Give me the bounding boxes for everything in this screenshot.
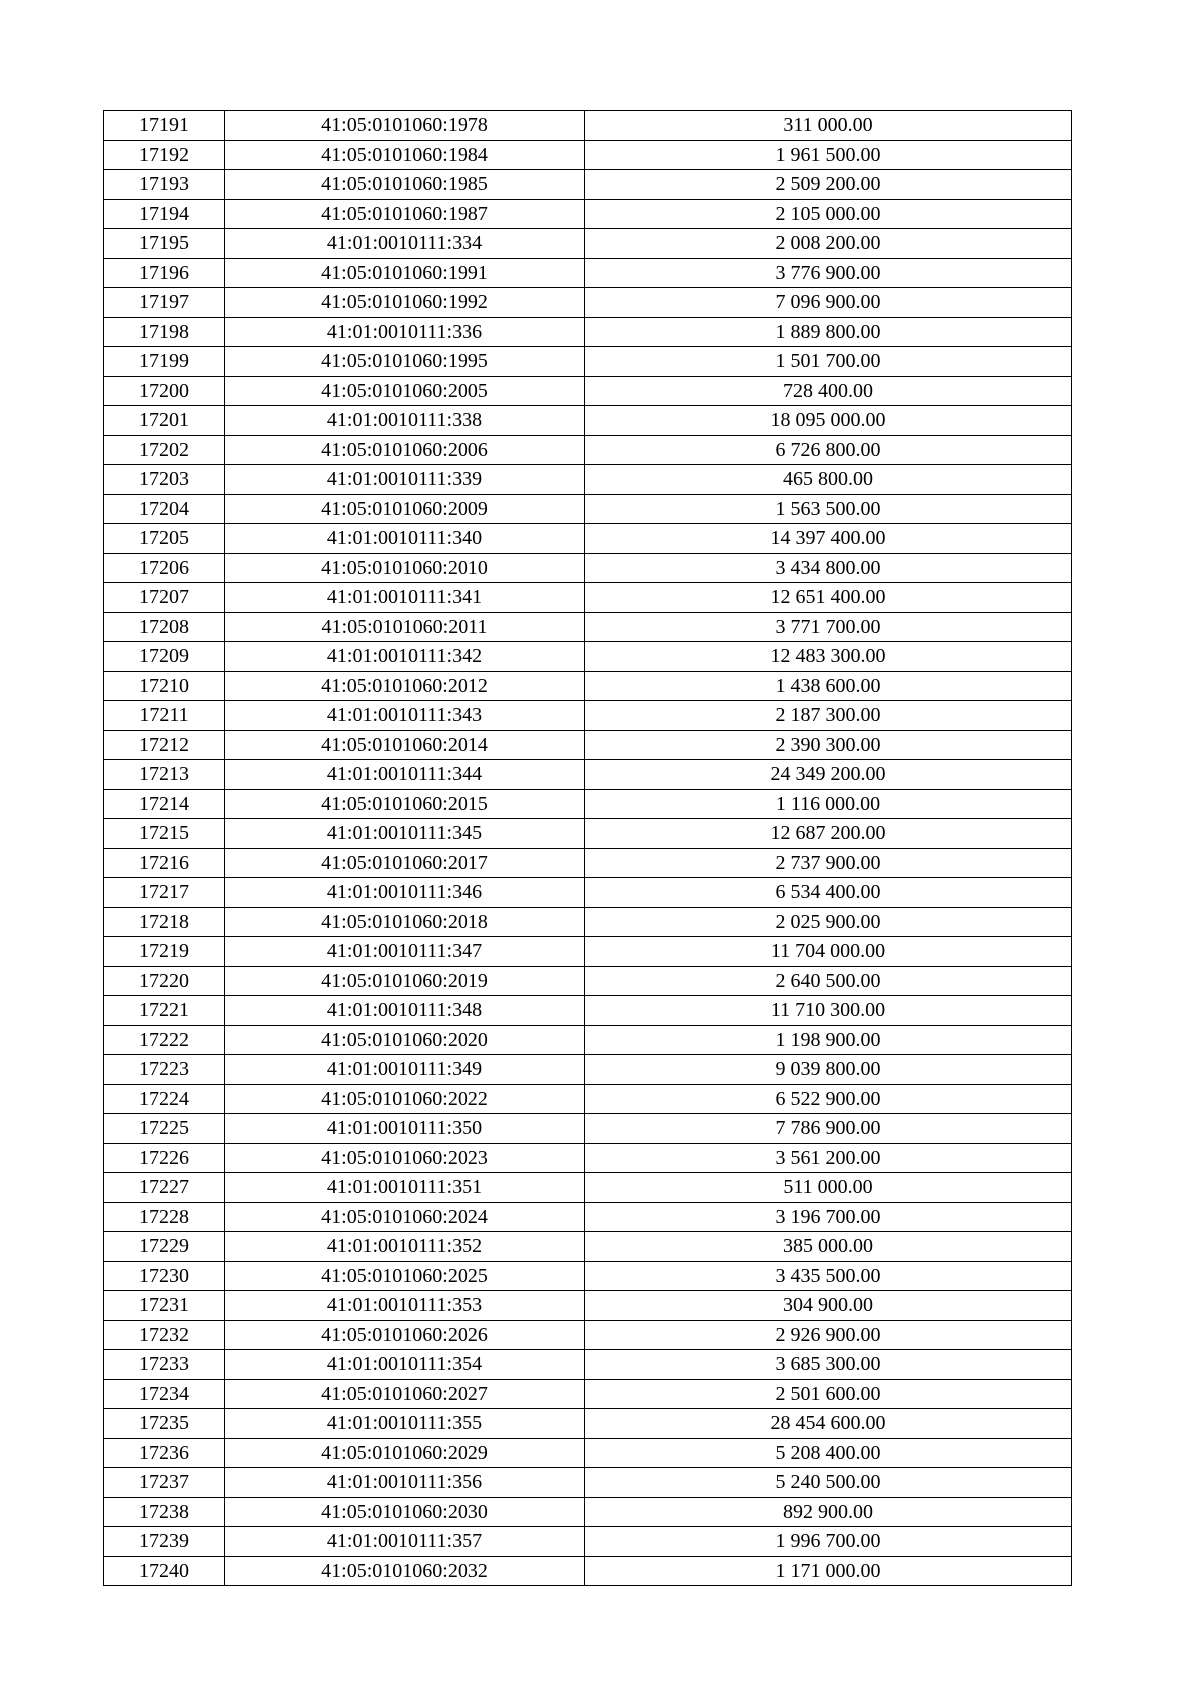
cadastral-number-cell: 41:05:0101060:1984 xyxy=(225,140,585,170)
cadastral-number-cell: 41:01:0010111:344 xyxy=(225,760,585,790)
cadastral-number-cell: 41:05:0101060:2020 xyxy=(225,1025,585,1055)
cadastral-value-cell: 9 039 800.00 xyxy=(585,1055,1072,1085)
row-number-cell: 17214 xyxy=(104,789,225,819)
row-number-cell: 17224 xyxy=(104,1084,225,1114)
table-row xyxy=(104,1320,1072,1350)
cadastral-value-cell: 1 961 500.00 xyxy=(585,140,1072,170)
cadastral-value-cell: 11 704 000.00 xyxy=(585,937,1072,967)
cadastral-value-cell: 5 208 400.00 xyxy=(585,1438,1072,1468)
cadastral-value-cell: 2 509 200.00 xyxy=(585,170,1072,200)
row-number-cell: 17204 xyxy=(104,494,225,524)
cadastral-value-cell: 5 240 500.00 xyxy=(585,1468,1072,1498)
row-number-cell: 17231 xyxy=(104,1291,225,1321)
cadastral-value-cell: 465 800.00 xyxy=(585,465,1072,495)
cadastral-number-cell: 41:05:0101060:1985 xyxy=(225,170,585,200)
cadastral-number-cell: 41:05:0101060:1987 xyxy=(225,199,585,229)
cadastral-number-cell: 41:05:0101060:2023 xyxy=(225,1143,585,1173)
cadastral-number-cell: 41:05:0101060:2010 xyxy=(225,553,585,583)
cadastral-value-cell: 2 737 900.00 xyxy=(585,848,1072,878)
table-row xyxy=(104,1409,1072,1439)
table-row xyxy=(104,1468,1072,1498)
table-row xyxy=(104,1202,1072,1232)
cadastral-value-cell: 2 926 900.00 xyxy=(585,1320,1072,1350)
table-row xyxy=(104,1143,1072,1173)
cadastral-value-cell: 3 435 500.00 xyxy=(585,1261,1072,1291)
cadastral-value-cell: 2 390 300.00 xyxy=(585,730,1072,760)
row-number-cell: 17227 xyxy=(104,1173,225,1203)
table-row xyxy=(104,671,1072,701)
cadastral-value-cell: 728 400.00 xyxy=(585,376,1072,406)
table-row xyxy=(104,996,1072,1026)
table-row xyxy=(104,1025,1072,1055)
cadastral-number-cell: 41:05:0101060:2009 xyxy=(225,494,585,524)
table-row xyxy=(104,347,1072,377)
cadastral-value-cell: 6 522 900.00 xyxy=(585,1084,1072,1114)
table-row xyxy=(104,1379,1072,1409)
cadastral-value-cell: 2 501 600.00 xyxy=(585,1379,1072,1409)
cadastral-value-cell: 6 726 800.00 xyxy=(585,435,1072,465)
row-number-cell: 17215 xyxy=(104,819,225,849)
table-row xyxy=(104,937,1072,967)
cadastral-value-cell: 1 501 700.00 xyxy=(585,347,1072,377)
row-number-cell: 17226 xyxy=(104,1143,225,1173)
table-row xyxy=(104,229,1072,259)
row-number-cell: 17209 xyxy=(104,642,225,672)
cadastral-value-cell: 1 563 500.00 xyxy=(585,494,1072,524)
row-number-cell: 17228 xyxy=(104,1202,225,1232)
cadastral-value-cell: 1 198 900.00 xyxy=(585,1025,1072,1055)
row-number-cell: 17205 xyxy=(104,524,225,554)
row-number-cell: 17221 xyxy=(104,996,225,1026)
cadastral-value-cell: 3 685 300.00 xyxy=(585,1350,1072,1380)
row-number-cell: 17192 xyxy=(104,140,225,170)
table-row xyxy=(104,140,1072,170)
row-number-cell: 17202 xyxy=(104,435,225,465)
cadastral-number-cell: 41:05:0101060:2017 xyxy=(225,848,585,878)
row-number-cell: 17211 xyxy=(104,701,225,731)
cadastral-value-table xyxy=(103,110,1072,1586)
row-number-cell: 17197 xyxy=(104,288,225,318)
cadastral-number-cell: 41:01:0010111:351 xyxy=(225,1173,585,1203)
table-row xyxy=(104,317,1072,347)
table-row xyxy=(104,1291,1072,1321)
cadastral-number-cell: 41:01:0010111:336 xyxy=(225,317,585,347)
cadastral-number-cell: 41:01:0010111:357 xyxy=(225,1527,585,1557)
cadastral-number-cell: 41:01:0010111:342 xyxy=(225,642,585,672)
cadastral-number-cell: 41:05:0101060:2024 xyxy=(225,1202,585,1232)
table-row xyxy=(104,111,1072,141)
cadastral-value-cell: 892 900.00 xyxy=(585,1497,1072,1527)
cadastral-value-cell: 6 534 400.00 xyxy=(585,878,1072,908)
cadastral-value-cell: 1 889 800.00 xyxy=(585,317,1072,347)
table-row xyxy=(104,730,1072,760)
cadastral-number-cell: 41:01:0010111:355 xyxy=(225,1409,585,1439)
cadastral-number-cell: 41:01:0010111:356 xyxy=(225,1468,585,1498)
row-number-cell: 17234 xyxy=(104,1379,225,1409)
table-row xyxy=(104,170,1072,200)
table-row xyxy=(104,612,1072,642)
cadastral-value-cell: 28 454 600.00 xyxy=(585,1409,1072,1439)
cadastral-value-cell: 14 397 400.00 xyxy=(585,524,1072,554)
cadastral-value-cell: 7 096 900.00 xyxy=(585,288,1072,318)
row-number-cell: 17207 xyxy=(104,583,225,613)
table-row xyxy=(104,1497,1072,1527)
table-row xyxy=(104,288,1072,318)
cadastral-number-cell: 41:01:0010111:349 xyxy=(225,1055,585,1085)
cadastral-number-cell: 41:05:0101060:2025 xyxy=(225,1261,585,1291)
cadastral-number-cell: 41:05:0101060:1991 xyxy=(225,258,585,288)
row-number-cell: 17217 xyxy=(104,878,225,908)
table-row xyxy=(104,494,1072,524)
row-number-cell: 17225 xyxy=(104,1114,225,1144)
cadastral-number-cell: 41:05:0101060:2027 xyxy=(225,1379,585,1409)
cadastral-value-cell: 2 008 200.00 xyxy=(585,229,1072,259)
table-row xyxy=(104,701,1072,731)
cadastral-value-cell: 3 561 200.00 xyxy=(585,1143,1072,1173)
row-number-cell: 17240 xyxy=(104,1556,225,1586)
cadastral-value-cell: 1 171 000.00 xyxy=(585,1556,1072,1586)
cadastral-value-cell: 2 640 500.00 xyxy=(585,966,1072,996)
row-number-cell: 17208 xyxy=(104,612,225,642)
table-row xyxy=(104,1261,1072,1291)
cadastral-number-cell: 41:05:0101060:2026 xyxy=(225,1320,585,1350)
table-row xyxy=(104,199,1072,229)
cadastral-number-cell: 41:01:0010111:334 xyxy=(225,229,585,259)
row-number-cell: 17229 xyxy=(104,1232,225,1262)
row-number-cell: 17210 xyxy=(104,671,225,701)
cadastral-value-cell: 12 651 400.00 xyxy=(585,583,1072,613)
cadastral-value-cell: 3 434 800.00 xyxy=(585,553,1072,583)
cadastral-value-cell: 2 105 000.00 xyxy=(585,199,1072,229)
cadastral-value-cell: 3 771 700.00 xyxy=(585,612,1072,642)
table-row xyxy=(104,848,1072,878)
row-number-cell: 17213 xyxy=(104,760,225,790)
cadastral-value-cell: 12 483 300.00 xyxy=(585,642,1072,672)
cadastral-number-cell: 41:05:0101060:2012 xyxy=(225,671,585,701)
cadastral-number-cell: 41:05:0101060:2015 xyxy=(225,789,585,819)
table-row xyxy=(104,1350,1072,1380)
table-row xyxy=(104,878,1072,908)
table-row xyxy=(104,1173,1072,1203)
row-number-cell: 17198 xyxy=(104,317,225,347)
cadastral-value-cell: 18 095 000.00 xyxy=(585,406,1072,436)
row-number-cell: 17212 xyxy=(104,730,225,760)
cadastral-number-cell: 41:01:0010111:348 xyxy=(225,996,585,1026)
table-row xyxy=(104,789,1072,819)
table-row xyxy=(104,1084,1072,1114)
cadastral-value-cell: 24 349 200.00 xyxy=(585,760,1072,790)
table-row xyxy=(104,1527,1072,1557)
cadastral-number-cell: 41:01:0010111:350 xyxy=(225,1114,585,1144)
row-number-cell: 17232 xyxy=(104,1320,225,1350)
cadastral-number-cell: 41:05:0101060:2018 xyxy=(225,907,585,937)
row-number-cell: 17236 xyxy=(104,1438,225,1468)
cadastral-value-cell: 304 900.00 xyxy=(585,1291,1072,1321)
cadastral-number-cell: 41:05:0101060:2011 xyxy=(225,612,585,642)
table-row xyxy=(104,907,1072,937)
cadastral-value-cell: 1 996 700.00 xyxy=(585,1527,1072,1557)
row-number-cell: 17220 xyxy=(104,966,225,996)
cadastral-value-cell: 311 000.00 xyxy=(585,111,1072,141)
cadastral-value-cell: 2 025 900.00 xyxy=(585,907,1072,937)
table-row xyxy=(104,553,1072,583)
row-number-cell: 17200 xyxy=(104,376,225,406)
cadastral-number-cell: 41:01:0010111:338 xyxy=(225,406,585,436)
table-row xyxy=(104,819,1072,849)
row-number-cell: 17218 xyxy=(104,907,225,937)
cadastral-number-cell: 41:05:0101060:2030 xyxy=(225,1497,585,1527)
row-number-cell: 17239 xyxy=(104,1527,225,1557)
cadastral-number-cell: 41:05:0101060:2006 xyxy=(225,435,585,465)
cadastral-number-cell: 41:01:0010111:345 xyxy=(225,819,585,849)
cadastral-number-cell: 41:01:0010111:343 xyxy=(225,701,585,731)
cadastral-number-cell: 41:01:0010111:354 xyxy=(225,1350,585,1380)
table-row xyxy=(104,1438,1072,1468)
cadastral-number-cell: 41:01:0010111:347 xyxy=(225,937,585,967)
cadastral-number-cell: 41:05:0101060:2022 xyxy=(225,1084,585,1114)
cadastral-number-cell: 41:05:0101060:2005 xyxy=(225,376,585,406)
table-row xyxy=(104,583,1072,613)
row-number-cell: 17194 xyxy=(104,199,225,229)
cadastral-number-cell: 41:05:0101060:1978 xyxy=(225,111,585,141)
cadastral-value-cell: 511 000.00 xyxy=(585,1173,1072,1203)
cadastral-number-cell: 41:01:0010111:341 xyxy=(225,583,585,613)
table-row xyxy=(104,376,1072,406)
row-number-cell: 17238 xyxy=(104,1497,225,1527)
cadastral-number-cell: 41:01:0010111:352 xyxy=(225,1232,585,1262)
cadastral-value-cell: 1 438 600.00 xyxy=(585,671,1072,701)
cadastral-value-cell: 385 000.00 xyxy=(585,1232,1072,1262)
table-row xyxy=(104,524,1072,554)
cadastral-number-cell: 41:05:0101060:1992 xyxy=(225,288,585,318)
row-number-cell: 17219 xyxy=(104,937,225,967)
table-row xyxy=(104,966,1072,996)
row-number-cell: 17191 xyxy=(104,111,225,141)
row-number-cell: 17235 xyxy=(104,1409,225,1439)
row-number-cell: 17203 xyxy=(104,465,225,495)
table-row xyxy=(104,1055,1072,1085)
cadastral-number-cell: 41:01:0010111:339 xyxy=(225,465,585,495)
cadastral-number-cell: 41:05:0101060:2014 xyxy=(225,730,585,760)
table-row xyxy=(104,760,1072,790)
row-number-cell: 17195 xyxy=(104,229,225,259)
row-number-cell: 17216 xyxy=(104,848,225,878)
cadastral-number-cell: 41:05:0101060:1995 xyxy=(225,347,585,377)
cadastral-number-cell: 41:05:0101060:2029 xyxy=(225,1438,585,1468)
table-row xyxy=(104,1556,1072,1586)
table-row xyxy=(104,258,1072,288)
table-row xyxy=(104,642,1072,672)
cadastral-number-cell: 41:01:0010111:346 xyxy=(225,878,585,908)
cadastral-number-cell: 41:01:0010111:340 xyxy=(225,524,585,554)
cadastral-number-cell: 41:05:0101060:2019 xyxy=(225,966,585,996)
cadastral-value-cell: 1 116 000.00 xyxy=(585,789,1072,819)
cadastral-value-cell: 12 687 200.00 xyxy=(585,819,1072,849)
row-number-cell: 17206 xyxy=(104,553,225,583)
cadastral-number-cell: 41:05:0101060:2032 xyxy=(225,1556,585,1586)
table-row xyxy=(104,1114,1072,1144)
row-number-cell: 17201 xyxy=(104,406,225,436)
row-number-cell: 17193 xyxy=(104,170,225,200)
cadastral-value-cell: 7 786 900.00 xyxy=(585,1114,1072,1144)
table-row xyxy=(104,406,1072,436)
row-number-cell: 17230 xyxy=(104,1261,225,1291)
table-body xyxy=(104,111,1072,1586)
cadastral-number-cell: 41:01:0010111:353 xyxy=(225,1291,585,1321)
row-number-cell: 17199 xyxy=(104,347,225,377)
row-number-cell: 17233 xyxy=(104,1350,225,1380)
table-row xyxy=(104,1232,1072,1262)
row-number-cell: 17222 xyxy=(104,1025,225,1055)
row-number-cell: 17196 xyxy=(104,258,225,288)
table-row xyxy=(104,465,1072,495)
cadastral-value-cell: 2 187 300.00 xyxy=(585,701,1072,731)
cadastral-value-cell: 11 710 300.00 xyxy=(585,996,1072,1026)
cadastral-value-cell: 3 196 700.00 xyxy=(585,1202,1072,1232)
cadastral-value-cell: 3 776 900.00 xyxy=(585,258,1072,288)
table-row xyxy=(104,435,1072,465)
row-number-cell: 17223 xyxy=(104,1055,225,1085)
row-number-cell: 17237 xyxy=(104,1468,225,1498)
